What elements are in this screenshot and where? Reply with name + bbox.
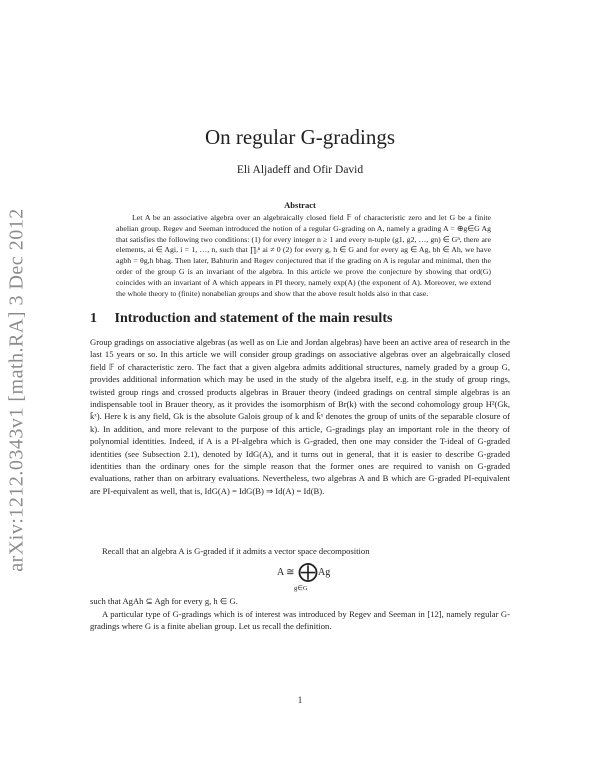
paragraph-intro: Group gradings on associative algebras (as well as on Lie and Jordan algebras) have been an active area of research in the last 15 years or so. In this article we will consider group gradings on associative algebras over an algebraically closed field 𝔽 of characteristic zero. The fact that a given algebra admits additional structures, namely graded by a group G, provides additional information which may be used in the study of the algebra itself, e.g. in the study of group rings, twisted group rings and crossed products algebras in Brauer theory (indeed gradings on central simple algebras is an indispensable tool in Brauer theory, as it provides the isomorphism of Br(k) with the second cohomology group H²(Gk, k̄ˣ). Here k is any field, Gk is the absolute Galois group of k and k̄ˣ denotes the group of units of the separable closure of k). In addition, and more relevant to the purpose of this article, G-gradings play an important role in the theory of polynomial identities. Indeed, if A is a PI-algebra which is G-graded, then one may consider the T-ideal of G-graded identities (see Subsection 2.1), denoted by IdG(A), and it turns out in general, that it is easier to describe G-graded identities than the ordinary ones for the simple reason that the former ones are required to vanish on G-graded evaluations, rather than on arbitrary evaluations. Nevertheless, two algebras A and B which are G-graded PI-equivalent are PI-equivalent as well, that is, IdG(A) = IdG(B) ⇒ Id(A) = Id(B). xyxy=(90,337,510,496)
arxiv-identifier[interactable]: arXiv:1212.0343v1 [math.RA] 3 Dec 2012 xyxy=(5,208,28,572)
section-number: 1 xyxy=(90,311,97,326)
display-formula xyxy=(0,561,600,595)
abstract-text: Let A be an associative algebra over an algebraically closed field 𝔽 of characteristic zero and let G be a finite abelian group. Regev and Seeman introduced the notion of a regular G-grading on A, namely a grading A = ⊕g∈G Ag that satisfies the following two conditions: (1) for every integer n ≥ 1 and every n-tuple (g1, g2, …, gn) ∈ Gⁿ, there are elements, ai ∈ Agi, i = 1, …, n, such that ∏ᵢⁿ ai ≠ 0 (2) for every g, h ∈ G and for every ag ∈ Ag, bh ∈ Ah, we have agbh = θg,h bhag. Then later, Bahturin and Regev conjectured that if the grading on A is regular and minimal, then the order of the group G is an invariant of the algebra. In this article we prove the conjecture by showing that ord(G) coincides with an invariant of A which appears in PI theory, namely exp(A) (the exponent of A). Moreover, we extend the whole theory to (finite) nonabelian groups and show that the above result holds also in that case. xyxy=(116,213,491,298)
page-number: 1 xyxy=(297,695,303,705)
formula-direct-sum: ⨁ xyxy=(298,561,318,583)
arxiv-stamp xyxy=(0,0,34,776)
paragraph-grading-condition: such that AgAh ⊆ Agh for every g, h ∈ G. xyxy=(90,596,238,606)
paragraph-regular-gradings: A particular type of G-gradings which is of interest was introduced by Regev and Seeman in [12], namely regular G-gradings where G is a finite abelian group. Let us recall the definition. xyxy=(90,609,510,632)
paper-title: On regular G-gradings xyxy=(204,125,396,149)
section-heading xyxy=(90,311,392,327)
paragraph-definition: Recall that an algebra A is G-graded if it admits a vector space decomposition xyxy=(102,546,370,556)
section-title: Introduction and statement of the main results xyxy=(114,311,393,326)
formula-term: Ag xyxy=(318,567,331,578)
authors: Eli Aljadeff and Ofir David xyxy=(236,164,364,176)
formula-subscript: g∈G xyxy=(294,585,308,592)
abstract-heading: Abstract xyxy=(284,200,316,210)
formula-lhs: A ≅ xyxy=(277,567,295,578)
